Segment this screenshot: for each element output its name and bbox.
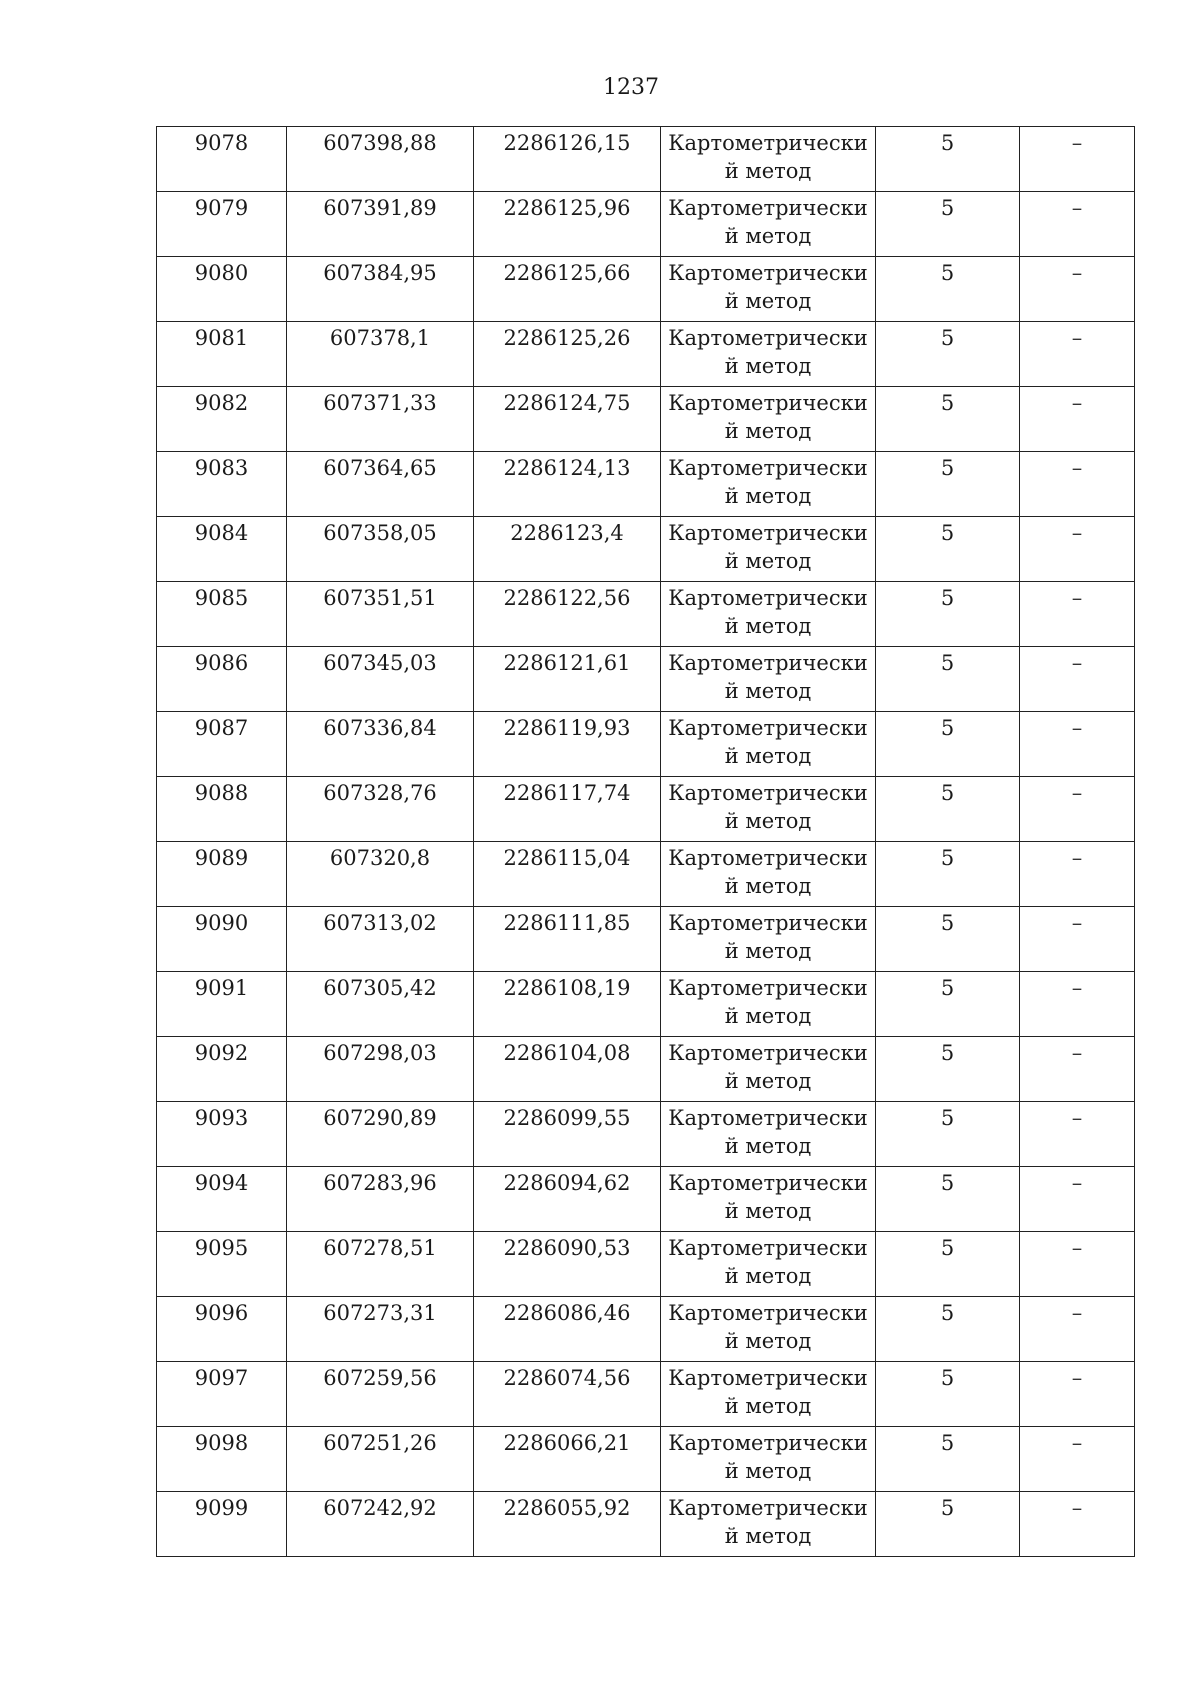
x-coordinate-cell: 607328,76 — [287, 777, 474, 842]
point-number-cell: 9092 — [157, 1037, 287, 1102]
y-coordinate-cell: 2286099,55 — [474, 1102, 661, 1167]
table-row — [157, 972, 1135, 1037]
y-coordinate-cell: 2286125,26 — [474, 322, 661, 387]
table-row — [157, 127, 1135, 192]
method-cell: Картометрически й метод — [661, 582, 876, 647]
method-cell: Картометрически й метод — [661, 647, 876, 712]
point-number-cell: 9095 — [157, 1232, 287, 1297]
table-row — [157, 322, 1135, 387]
point-number-cell: 9085 — [157, 582, 287, 647]
y-coordinate-cell: 2286086,46 — [474, 1297, 661, 1362]
description-cell: – — [1020, 972, 1135, 1037]
method-cell: Картометрически й метод — [661, 842, 876, 907]
description-cell: – — [1020, 1167, 1135, 1232]
point-number-cell: 9099 — [157, 1492, 287, 1557]
point-number-cell: 9080 — [157, 257, 287, 322]
x-coordinate-cell: 607242,92 — [287, 1492, 474, 1557]
y-coordinate-cell: 2286104,08 — [474, 1037, 661, 1102]
accuracy-cell: 5 — [876, 842, 1020, 907]
description-cell: – — [1020, 1362, 1135, 1427]
method-cell: Картометрически й метод — [661, 257, 876, 322]
x-coordinate-cell: 607364,65 — [287, 452, 474, 517]
y-coordinate-cell: 2286108,19 — [474, 972, 661, 1037]
x-coordinate-cell: 607391,89 — [287, 192, 474, 257]
description-cell: – — [1020, 322, 1135, 387]
point-number-cell: 9094 — [157, 1167, 287, 1232]
y-coordinate-cell: 2286123,4 — [474, 517, 661, 582]
point-number-cell: 9098 — [157, 1427, 287, 1492]
method-cell: Картометрически й метод — [661, 1167, 876, 1232]
x-coordinate-cell: 607290,89 — [287, 1102, 474, 1167]
accuracy-cell: 5 — [876, 1037, 1020, 1102]
accuracy-cell: 5 — [876, 712, 1020, 777]
accuracy-cell: 5 — [876, 322, 1020, 387]
point-number-cell: 9082 — [157, 387, 287, 452]
accuracy-cell: 5 — [876, 387, 1020, 452]
accuracy-cell: 5 — [876, 1232, 1020, 1297]
point-number-cell: 9083 — [157, 452, 287, 517]
point-number-cell: 9088 — [157, 777, 287, 842]
point-number-cell: 9081 — [157, 322, 287, 387]
method-cell: Картометрически й метод — [661, 322, 876, 387]
x-coordinate-cell: 607371,33 — [287, 387, 474, 452]
x-coordinate-cell: 607278,51 — [287, 1232, 474, 1297]
accuracy-cell: 5 — [876, 517, 1020, 582]
method-cell: Картометрически й метод — [661, 1297, 876, 1362]
method-cell: Картометрически й метод — [661, 1102, 876, 1167]
description-cell: – — [1020, 1297, 1135, 1362]
description-cell: – — [1020, 452, 1135, 517]
y-coordinate-cell: 2286111,85 — [474, 907, 661, 972]
description-cell: – — [1020, 1232, 1135, 1297]
y-coordinate-cell: 2286124,13 — [474, 452, 661, 517]
description-cell: – — [1020, 1037, 1135, 1102]
accuracy-cell: 5 — [876, 1297, 1020, 1362]
point-number-cell: 9096 — [157, 1297, 287, 1362]
page-number: 1237 — [603, 75, 659, 100]
point-number-cell: 9084 — [157, 517, 287, 582]
description-cell: – — [1020, 582, 1135, 647]
table-body — [157, 127, 1135, 1557]
x-coordinate-cell: 607313,02 — [287, 907, 474, 972]
description-cell: – — [1020, 777, 1135, 842]
table-row — [157, 1102, 1135, 1167]
x-coordinate-cell: 607384,95 — [287, 257, 474, 322]
accuracy-cell: 5 — [876, 582, 1020, 647]
y-coordinate-cell: 2286090,53 — [474, 1232, 661, 1297]
point-number-cell: 9078 — [157, 127, 287, 192]
method-cell: Картометрически й метод — [661, 712, 876, 777]
description-cell: – — [1020, 1427, 1135, 1492]
method-cell: Картометрически й метод — [661, 1232, 876, 1297]
accuracy-cell: 5 — [876, 1492, 1020, 1557]
table-row — [157, 1037, 1135, 1102]
accuracy-cell: 5 — [876, 192, 1020, 257]
point-number-cell: 9086 — [157, 647, 287, 712]
x-coordinate-cell: 607378,1 — [287, 322, 474, 387]
description-cell: – — [1020, 257, 1135, 322]
method-cell: Картометрически й метод — [661, 1427, 876, 1492]
table-row — [157, 777, 1135, 842]
description-cell: – — [1020, 647, 1135, 712]
y-coordinate-cell: 2286115,04 — [474, 842, 661, 907]
accuracy-cell: 5 — [876, 1362, 1020, 1427]
method-cell: Картометрически й метод — [661, 1492, 876, 1557]
accuracy-cell: 5 — [876, 257, 1020, 322]
table-row — [157, 842, 1135, 907]
table-row — [157, 1232, 1135, 1297]
method-cell: Картометрически й метод — [661, 452, 876, 517]
table-row — [157, 647, 1135, 712]
point-number-cell: 9097 — [157, 1362, 287, 1427]
accuracy-cell: 5 — [876, 647, 1020, 712]
method-cell: Картометрически й метод — [661, 1037, 876, 1102]
point-number-cell: 9093 — [157, 1102, 287, 1167]
method-cell: Картометрически й метод — [661, 907, 876, 972]
table-row — [157, 1362, 1135, 1427]
y-coordinate-cell: 2286055,92 — [474, 1492, 661, 1557]
description-cell: – — [1020, 907, 1135, 972]
method-cell: Картометрически й метод — [661, 972, 876, 1037]
description-cell: – — [1020, 192, 1135, 257]
table-row — [157, 192, 1135, 257]
x-coordinate-cell: 607273,31 — [287, 1297, 474, 1362]
y-coordinate-cell: 2286117,74 — [474, 777, 661, 842]
accuracy-cell: 5 — [876, 907, 1020, 972]
y-coordinate-cell: 2286124,75 — [474, 387, 661, 452]
method-cell: Картометрически й метод — [661, 777, 876, 842]
table-row — [157, 387, 1135, 452]
table-row — [157, 1297, 1135, 1362]
accuracy-cell: 5 — [876, 1167, 1020, 1232]
accuracy-cell: 5 — [876, 1427, 1020, 1492]
description-cell: – — [1020, 517, 1135, 582]
point-number-cell: 9089 — [157, 842, 287, 907]
x-coordinate-cell: 607305,42 — [287, 972, 474, 1037]
y-coordinate-cell: 2286074,56 — [474, 1362, 661, 1427]
x-coordinate-cell: 607336,84 — [287, 712, 474, 777]
method-cell: Картометрически й метод — [661, 192, 876, 257]
point-number-cell: 9090 — [157, 907, 287, 972]
description-cell: – — [1020, 127, 1135, 192]
method-cell: Картометрически й метод — [661, 387, 876, 452]
accuracy-cell: 5 — [876, 972, 1020, 1037]
description-cell: – — [1020, 387, 1135, 452]
y-coordinate-cell: 2286126,15 — [474, 127, 661, 192]
table-row — [157, 452, 1135, 517]
y-coordinate-cell: 2286066,21 — [474, 1427, 661, 1492]
accuracy-cell: 5 — [876, 1102, 1020, 1167]
table-row — [157, 1492, 1135, 1557]
table-row — [157, 712, 1135, 777]
method-cell: Картометрически й метод — [661, 1362, 876, 1427]
table-row — [157, 907, 1135, 972]
description-cell: – — [1020, 712, 1135, 777]
table-row — [157, 1167, 1135, 1232]
x-coordinate-cell: 607351,51 — [287, 582, 474, 647]
accuracy-cell: 5 — [876, 777, 1020, 842]
x-coordinate-cell: 607251,26 — [287, 1427, 474, 1492]
description-cell: – — [1020, 1102, 1135, 1167]
description-cell: – — [1020, 842, 1135, 907]
y-coordinate-cell: 2286125,66 — [474, 257, 661, 322]
table-row — [157, 257, 1135, 322]
y-coordinate-cell: 2286125,96 — [474, 192, 661, 257]
y-coordinate-cell: 2286122,56 — [474, 582, 661, 647]
point-number-cell: 9087 — [157, 712, 287, 777]
x-coordinate-cell: 607345,03 — [287, 647, 474, 712]
x-coordinate-cell: 607259,56 — [287, 1362, 474, 1427]
description-cell: – — [1020, 1492, 1135, 1557]
method-cell: Картометрически й метод — [661, 517, 876, 582]
point-number-cell: 9091 — [157, 972, 287, 1037]
table-row — [157, 1427, 1135, 1492]
table-row — [157, 582, 1135, 647]
x-coordinate-cell: 607283,96 — [287, 1167, 474, 1232]
accuracy-cell: 5 — [876, 452, 1020, 517]
x-coordinate-cell: 607358,05 — [287, 517, 474, 582]
method-cell: Картометрически й метод — [661, 127, 876, 192]
x-coordinate-cell: 607320,8 — [287, 842, 474, 907]
accuracy-cell: 5 — [876, 127, 1020, 192]
y-coordinate-cell: 2286121,61 — [474, 647, 661, 712]
coordinates-table — [156, 126, 1135, 1557]
table-row — [157, 517, 1135, 582]
x-coordinate-cell: 607298,03 — [287, 1037, 474, 1102]
point-number-cell: 9079 — [157, 192, 287, 257]
y-coordinate-cell: 2286119,93 — [474, 712, 661, 777]
y-coordinate-cell: 2286094,62 — [474, 1167, 661, 1232]
x-coordinate-cell: 607398,88 — [287, 127, 474, 192]
